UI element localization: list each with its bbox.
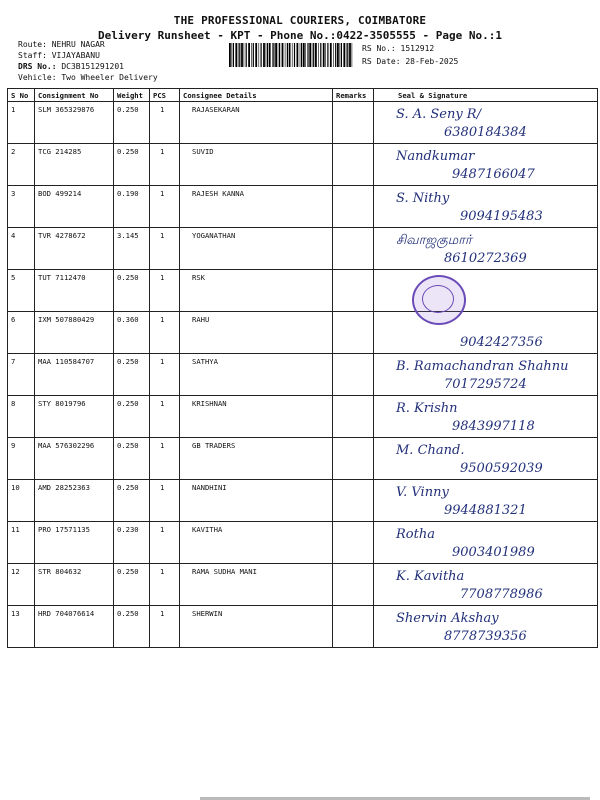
barcode-bar: [282, 43, 284, 67]
cell-consignee: RAMA SUDHA MANI: [180, 564, 333, 606]
vehicle-text: Vehicle: Two Wheeler Delivery: [18, 73, 158, 82]
cell-weight: 0.250: [114, 270, 150, 312]
table-row: [8, 522, 598, 564]
cell-signature: [374, 522, 598, 564]
cell-pcs: 1: [150, 480, 180, 522]
signature-name: சிவாஜகுமார்: [396, 233, 472, 248]
drs-text: [18, 62, 124, 71]
barcode-bar: [238, 43, 239, 67]
col-header-sno: S No: [8, 89, 35, 102]
signature-phone: 9094195483: [460, 209, 543, 224]
signature-phone: 9500592039: [460, 461, 543, 476]
table-row: [8, 228, 598, 270]
cell-remarks: [333, 438, 374, 480]
page-title: THE PROFESSIONAL COURIERS, COIMBATORE: [173, 14, 427, 27]
cell-sno: 11: [8, 522, 35, 564]
cell-weight: 0.250: [114, 438, 150, 480]
barcode-bar: [272, 43, 273, 67]
cell-consignment-no: IXM 507880429: [35, 312, 114, 354]
col-header-consignment: Consignment No: [35, 89, 114, 102]
cell-weight: 0.250: [114, 144, 150, 186]
barcode-bar: [285, 43, 286, 67]
cell-consignment-no: STY 8019796: [35, 396, 114, 438]
barcode-bar: [255, 43, 257, 67]
signature-phone: 8610272369: [444, 251, 527, 266]
cell-signature: [374, 144, 598, 186]
cell-sno: 13: [8, 606, 35, 648]
barcode-bar: [323, 43, 325, 67]
cell-consignee: RAJESH KANNA: [180, 186, 333, 228]
barcode-bar: [267, 43, 268, 67]
barcode-bar: [352, 43, 353, 67]
barcode-bar: [330, 43, 332, 67]
cell-remarks: [333, 354, 374, 396]
cell-remarks: [333, 312, 374, 354]
signature-name: B. Ramachandran Shahnu: [396, 359, 569, 374]
cell-consignment-no: BOD 499214: [35, 186, 114, 228]
cell-weight: 0.190: [114, 186, 150, 228]
table-row: [8, 396, 598, 438]
cell-weight: 3.145: [114, 228, 150, 270]
cell-sno: 2: [8, 144, 35, 186]
cell-sno: 5: [8, 270, 35, 312]
col-header-remarks: Remarks: [333, 89, 374, 102]
cell-remarks: [333, 102, 374, 144]
barcode-bar: [303, 43, 305, 67]
cell-pcs: 1: [150, 186, 180, 228]
cell-remarks: [333, 144, 374, 186]
cell-consignee: RSK: [180, 270, 333, 312]
cell-weight: 0.250: [114, 396, 150, 438]
barcode-bar: [333, 43, 334, 67]
cell-sno: 1: [8, 102, 35, 144]
cell-pcs: 1: [150, 228, 180, 270]
cell-consignment-no: HRD 704076614: [35, 606, 114, 648]
barcode-bar: [269, 43, 271, 67]
cell-remarks: [333, 396, 374, 438]
signature-phone: 8778739356: [444, 629, 527, 644]
signature-name: K. Kavitha: [396, 569, 465, 584]
cell-sno: 10: [8, 480, 35, 522]
cell-pcs: 1: [150, 564, 180, 606]
cell-pcs: 1: [150, 606, 180, 648]
signature-name: V. Vinny: [396, 485, 449, 500]
cell-sno: 4: [8, 228, 35, 270]
barcode-bar: [273, 43, 274, 67]
cell-signature: [374, 480, 598, 522]
cell-signature: [374, 102, 598, 144]
barcode-bar: [309, 43, 311, 67]
col-header-weight: Weight: [114, 89, 150, 102]
signature-phone: 6380184384: [444, 125, 527, 140]
cell-consignee: SATHYA: [180, 354, 333, 396]
signature-phone: 9944881321: [444, 503, 527, 518]
cell-consignment-no: TCG 214285: [35, 144, 114, 186]
cell-consignment-no: MAA 110584707: [35, 354, 114, 396]
signature-phone: 9843997118: [452, 419, 535, 434]
cell-remarks: [333, 606, 374, 648]
barcode-bar: [347, 43, 348, 67]
barcode-bar: [337, 43, 339, 67]
route-text: Route: NEHRU NAGAR: [18, 40, 105, 49]
rs-date: RS Date: 28-Feb-2025: [362, 57, 459, 66]
cell-weight: 0.250: [114, 354, 150, 396]
col-header-consignee: Consignee Details: [180, 89, 333, 102]
cell-remarks: [333, 564, 374, 606]
barcode-bar: [343, 43, 345, 67]
barcode-bar: [313, 43, 314, 67]
drs-label: DRS No.:: [18, 62, 57, 71]
cell-consignee: KRISHNAN: [180, 396, 333, 438]
cell-signature: [374, 312, 598, 354]
cell-weight: 0.230: [114, 522, 150, 564]
cell-sno: 12: [8, 564, 35, 606]
barcode-bar: [315, 43, 317, 67]
cell-consignee: KAVITHA: [180, 522, 333, 564]
table-row: [8, 480, 598, 522]
table-row: [8, 354, 598, 396]
cell-weight: 0.360: [114, 312, 150, 354]
barcode-bar: [346, 43, 347, 67]
cell-consignee: SUVID: [180, 144, 333, 186]
cell-sno: 6: [8, 312, 35, 354]
cell-consignee: RAJASEKARAN: [180, 102, 333, 144]
cell-pcs: 1: [150, 354, 180, 396]
barcode-bar: [248, 43, 250, 67]
barcode-bar: [341, 43, 342, 67]
signature-phone: 7017295724: [444, 377, 527, 392]
table-row: [8, 438, 598, 480]
table-row: [8, 102, 598, 144]
signature-name: Rotha: [396, 527, 435, 542]
cell-consignment-no: SLM 365329876: [35, 102, 114, 144]
cell-signature: [374, 606, 598, 648]
table-row: [8, 186, 598, 228]
cell-consignment-no: STR 804632: [35, 564, 114, 606]
cell-remarks: [333, 186, 374, 228]
barcode-bar: [325, 43, 326, 67]
barcode-bar: [263, 43, 265, 67]
signature-name: Nandkumar: [396, 149, 475, 164]
cell-weight: 0.250: [114, 480, 150, 522]
barcode-bar: [312, 43, 313, 67]
cell-signature: [374, 396, 598, 438]
cell-remarks: [333, 522, 374, 564]
table-row: [8, 564, 598, 606]
cell-sno: 8: [8, 396, 35, 438]
barcode-bar: [261, 43, 262, 67]
barcode-bar: [241, 43, 243, 67]
cell-signature: [374, 186, 598, 228]
cell-consignee: NANDHINI: [180, 480, 333, 522]
barcode-bar: [327, 43, 328, 67]
barcode-bar: [335, 43, 336, 67]
barcode-bar: [287, 43, 288, 67]
barcode-bar: [233, 43, 234, 67]
barcode-bar: [278, 43, 279, 67]
barcode-bar: [297, 43, 299, 67]
barcode-bar: [292, 43, 293, 67]
cell-sno: 3: [8, 186, 35, 228]
barcode-bar: [259, 43, 260, 67]
barcode-bar: [301, 43, 302, 67]
table-row: [8, 606, 598, 648]
barcode-bar: [232, 43, 233, 67]
cell-signature: [374, 438, 598, 480]
barcode-bar: [294, 43, 295, 67]
cell-pcs: 1: [150, 102, 180, 144]
cell-pcs: 1: [150, 396, 180, 438]
signature-name: M. Chand.: [396, 443, 465, 458]
cell-consignment-no: MAA 576302296: [35, 438, 114, 480]
cell-consignment-no: TVR 4278672: [35, 228, 114, 270]
cell-consignee: RAHU: [180, 312, 333, 354]
cell-signature: [374, 354, 598, 396]
cell-weight: 0.250: [114, 564, 150, 606]
cell-consignee: SHERWIN: [180, 606, 333, 648]
barcode: [229, 43, 354, 67]
table-header-row: [8, 89, 598, 102]
barcode-bar: [340, 43, 341, 67]
table-row: [8, 270, 598, 312]
barcode-bar: [266, 43, 267, 67]
barcode-bar: [289, 43, 291, 67]
barcode-bar: [251, 43, 252, 67]
cell-pcs: 1: [150, 312, 180, 354]
rs-number: RS No.: 1512912: [362, 44, 435, 53]
cell-weight: 0.250: [114, 102, 150, 144]
cell-signature: [374, 564, 598, 606]
barcode-bar: [320, 43, 321, 67]
col-header-signature: Seal & Signature: [374, 89, 598, 102]
barcode-bar: [275, 43, 277, 67]
signature-phone: 7708778986: [460, 587, 543, 602]
cell-remarks: [333, 480, 374, 522]
barcode-bar: [246, 43, 247, 67]
cell-consignment-no: AMD 28252363: [35, 480, 114, 522]
barcode-bar: [307, 43, 308, 67]
cell-remarks: [333, 270, 374, 312]
page-subtitle: Delivery Runsheet - KPT - Phone No.:0422-3505555 - Page No.:1: [98, 29, 502, 42]
signature-phone: 9487166047: [452, 167, 535, 182]
cell-pcs: 1: [150, 438, 180, 480]
cell-pcs: 1: [150, 270, 180, 312]
cell-sno: 9: [8, 438, 35, 480]
barcode-bar: [305, 43, 306, 67]
signature-name: R. Krishn: [396, 401, 458, 416]
signature-name: S. Nithy: [396, 191, 450, 206]
drs-value: DC3B151291201: [56, 62, 124, 71]
cell-pcs: 1: [150, 144, 180, 186]
signature-name: S. A. Seny R/: [396, 107, 481, 122]
cell-consignment-no: TUT 7112470: [35, 270, 114, 312]
staff-text: Staff: VIJAYABANU: [18, 51, 100, 60]
cell-consignee: YOGANATHAN: [180, 228, 333, 270]
cell-consignee: GB TRADERS: [180, 438, 333, 480]
barcode-bar: [349, 43, 351, 67]
barcode-bar: [318, 43, 319, 67]
signature-phone: 9003401989: [452, 545, 535, 560]
cell-consignment-no: PRO 17571135: [35, 522, 114, 564]
table-row: [8, 312, 598, 354]
barcode-bar: [279, 43, 280, 67]
col-header-pcs: PCS: [150, 89, 180, 102]
barcode-bar: [239, 43, 240, 67]
signature-name: Shervin Akshay: [396, 611, 499, 626]
cell-pcs: 1: [150, 522, 180, 564]
table-row: [8, 144, 598, 186]
cell-signature: [374, 228, 598, 270]
company-seal: [412, 275, 466, 325]
barcode-bar: [244, 43, 245, 67]
runsheet-table: [7, 88, 598, 648]
barcode-bar: [235, 43, 237, 67]
cell-remarks: [333, 228, 374, 270]
barcode-bar: [229, 43, 231, 67]
cell-sno: 7: [8, 354, 35, 396]
barcode-bar: [300, 43, 301, 67]
cell-signature: [374, 270, 598, 312]
signature-phone: 9042427356: [460, 335, 543, 350]
barcode-bar: [253, 43, 254, 67]
cell-weight: 0.250: [114, 606, 150, 648]
